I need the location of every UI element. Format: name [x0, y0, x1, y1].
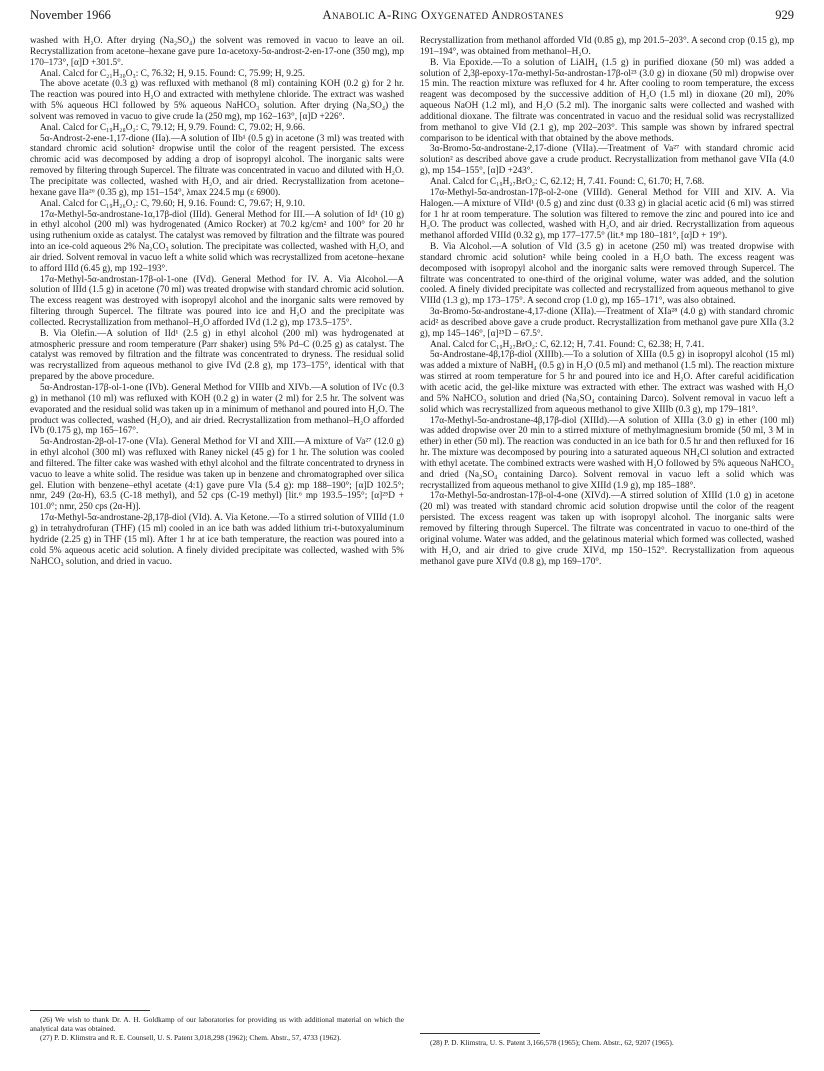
- paragraph: Recrystallization from methanol afforded VId (0.85 g), mp 201.5–203°. A second crop (0.15 g), mp 191–194°, was obtained from methanol–H₂O.: [420, 36, 794, 57]
- paragraph: The above acetate (0.3 g) was refluxed with methanol (8 ml) containing KOH (0.2 g) for 2 hr. The reaction was poured into H₂O and extracted with methylene chloride. The extract was washed with 5% aqueous HCl followed by 5% aqueous NaHCO₃ solution. After drying (Na₂SO₄) the solvent was removed in vacuo to give crude Ia (250 mg), mp 162–163°, [α]D +226°.: [30, 79, 404, 122]
- paragraph: 17α-Methyl-5α-androstan-17β-ol-2-one (VIIId). General Method for VIII and XIV. A. Via Halogen.—A mixture of VIId¹ (0.5 g) and zinc dust (0.33 g) in glacial acetic acid (6 ml) was stirred for 1 hr at room temperature. The solution was filtered to remove the zinc and poured into ice and H₂O. The product was collected, washed with H₂O, and air dried. Recrystallization from aqueous methanol afforded VIIId (0.32 g), mp 177–177.5° (lit.⁸ mp 180–181°, [α]D + 19°).: [420, 187, 794, 242]
- paragraph: 17α-Methyl-5α-androstane-1α,17β-diol (IIId). General Method for III.—A solution of Id¹ (10 g) in ethyl alcohol (200 ml) was hydrogenated (Amico Rocker) at 70.2 kg/cm² and 100° for 20 hr using ruthenium oxide as catalyst. The catalyst was removed by filtration and the filtrate was poured into an ice-cold aqueous 2% Na₂CO₃ solution. The precipitate was collected, washed with H₂O, and air dried. Solvent removal in vacuo left a white solid which was recrystallized from acetone–hexane to afford IIId (6.45 g), mp 192–193°.: [30, 209, 404, 274]
- footnote: (27) P. D. Klimstra and R. E. Counsell, U. S. Patent 3,018,298 (1962); Chem. Abstr., 57, 4733 (1962).: [40, 1033, 342, 1042]
- paragraph: Anal. Calcd for C₁₉H₂₆O₂: C, 79.60; H, 9.16. Found: C, 79.67; H, 9.10.: [40, 198, 305, 209]
- footnotes-right: [420, 1033, 794, 1047]
- paragraph: 17α-Methyl-5α-androstan-17β-ol-1-one (IVd). General Method for IV. A. Via Alcohol.—A solution of IIId (1.5 g) in acetone (70 ml) was treated dropwise with standard chromic acid solution. The excess reagent was destroyed with isopropyl alcohol and the inorganic salts were removed by filtering through Supercel. The filtrate was poured into ice and H₂O and the precipitate was collected. Recrystallization from methanol–H₂O afforded IVd (1.2 g), mp 173.5–175°.: [30, 274, 404, 328]
- paragraph: Anal. Calcd for C₂₁H₃₀O₃: C, 76.32; H, 9.15. Found: C, 75.99; H, 9.25.: [40, 68, 305, 79]
- paragraph: 3α-Bromo-5α-androstane-2,17-dione (VIIa).—Treatment of Va²⁷ with standard chromic acid solution² as described above gave a crude product. Recrystallization from methanol gave VIIa (4.0 g), mp 154–155°, [α]D +243°.: [420, 144, 794, 177]
- footnotes-left: [30, 1010, 404, 1042]
- paragraph: B. Via Epoxide.—To a solution of LiAlH₄ (1.5 g) in purified dioxane (50 ml) was added a solution of 2,3β-epoxy-17α-methyl-5α-androstan-17β-ol²³ (3.0 g) in dioxane (50 ml) dropwise over 15 min. The reaction mixture was refluxed for 4 hr. After cooling to room temperature, the excess reagent was decomposed by the successive addition of H₂O (1.5 ml) in dioxane (20 ml), 20% aqueous NaOH (1.2 ml), and H₂O (5.2 ml). The inorganic salts were collected and washed with additional dioxane. The filtrate was concentrated in vacuo and the residual solid was recrystallized from methanol to give VId (2.1 g), mp 202–203°. This sample was shown by infrared spectral comparison to be identical with that obtained by the above methods.: [420, 57, 794, 144]
- paragraph: 17α-Methyl-5α-androstan-17β-ol-4-one (XIVd).—A stirred solution of XIIId (1.0 g) in acetone (20 ml) was treated with standard chromic acid solution dropwise until the color of the reagent persisted. The excess reagent was taken up with isopropyl alcohol. The inorganic salts were removed by filtering through Supercel. The filtrate was concentrated in vacuo to one-third of the original volume. Water was added, and the gelatinous material which formed was collected, washed with H₂O, and air dried to give crude XIVd, mp 150–152°. Recrystallization from aqueous methanol gave pure XIVd (0.8 g), mp 169–170°.: [420, 491, 794, 567]
- paragraph: B. Via Alcohol.—A solution of VId (3.5 g) in acetone (250 ml) was treated dropwise with standard chromic acid solution² while being cooled in a H₂O bath. The excess reagent was decomposed with isopropyl alcohol and the inorganic salts were removed through Supercel. The filtrate was concentrated to one-third of the original volume, water was added, and the solution cooled. A finely divided precipitate was collected and recrystallized from aqueous methanol to give VIIId (1.3 g), mp 173–175°. A second crop (1.0 g), mp 165–171°, was also obtained.: [420, 242, 794, 307]
- paragraph: 5α-Androstan-2β-ol-17-one (VIa). General Method for VI and XIII.—A mixture of Va²⁷ (12.0 g) in ethyl alcohol (300 ml) was refluxed with Raney nickel (45 g) for 1 hr. The solution was cooled and filtered. The filter cake was washed with ethyl alcohol and the filtrate concentrated to dryness in vacuo to leave a white solid. The residue was taken up in benzene and chromatographed over silica gel. Elution with benzene–ethyl acetate (4:1) gave pure VIa (5.4 g): mp 188–190°; [α]D 102.5°; nmr, 249 (2α-H), 63.5 (C-18 methyl), and 52 cps (C-19 methyl) [lit.⁶ mp 193.5–195°; [α]²⁵D + 101.0°; nmr, 250 cps (2α-H)].: [30, 437, 404, 513]
- paragraph: B. Via Olefin.—A solution of IId¹ (2.5 g) in ethyl alcohol (200 ml) was hydrogenated at atmospheric pressure and room temperature (Parr shaker) using 5% Pd–C (0.25 g) as catalyst. The catalyst was removed by filtration and the filtrate was concentrated to dryness. The residual solid was recrystallized from aqueous methanol to give IVd (2.8 g), mp 173–175°, identical with that prepared by the above procedure.: [30, 328, 404, 383]
- header-title: Anabolic A-Ring Oxygenated Androstanes: [322, 8, 564, 22]
- footnote: (26) We wish to thank Dr. A. H. Goldkamp of our laboratories for providing us with additional material on which the analytical data was obtained.: [30, 1015, 404, 1033]
- left-column: [30, 36, 404, 567]
- paragraph: Anal. Calcd for C₁₉H₂₇BrO₂: C, 62.12; H, 7.41. Found: C, 62.38; H, 7.41.: [430, 339, 705, 350]
- footnote: (28) P. D. Klimstra, U. S. Patent 3,166,578 (1965); Chem. Abstr., 62, 9207 (1965).: [430, 1038, 674, 1047]
- page-number: 929: [775, 8, 794, 22]
- header-date: November 1966: [30, 8, 111, 22]
- running-header: [30, 8, 794, 26]
- right-column: [420, 36, 794, 567]
- paragraph: 17α-Methyl-5α-androstane-2β,17β-diol (VId). A. Via Ketone.—To a stirred solution of VIIId (1.0 g) in tetrahydrofuran (THF) (15 ml) cooled in an ice bath was added lithium tri-t-butoxyaluminum hydride (2.25 g) in THF (15 ml). After 1 hr at ice bath temperature, the reaction was poured into a cold 5% aqueous acetic acid solution. A finely divided precipitate was collected, washed with 5% NaHCO₃ solution, and dried in vacuo.: [30, 513, 404, 567]
- paragraph: Anal. Calcd for C₁₉H₂₈O₂: C, 79.12; H, 9.79. Found: C, 79.02; H, 9.66.: [40, 122, 305, 133]
- paragraph: Anal. Calcd for C₁₉H₂₇BrO₂: C, 62.12; H, 7.41. Found: C, 61.70; H, 7.68.: [430, 176, 705, 187]
- paragraph: washed with H₂O. After drying (Na₂SO₄) the solvent was removed in vacuo to leave an oil. Recrystallization from acetone–hexane gave pure 1α-acetoxy-5α-androst-2-en-17-one (350 mg), mp 170–173°, [α]D +301.5°.: [30, 36, 404, 68]
- paragraph: 5α-Androst-2-ene-1,17-dione (IIa).—A solution of IIb¹ (0.5 g) in acetone (3 ml) was treated with standard chromic acid solution² dropwise until the color of the reagent persisted. The excess chromic acid was decomposed by adding a drop of isopropyl alcohol. The inorganic salts were removed by filtering through Supercel. The filtrate was concentrated in vacuo and diluted with H₂O. The precipitate was collected, washed with H₂O, and air dried. Recrystallization from acetone–hexane gave IIa²⁶ (0.35 g), mp 151–154°, λmax 224.5 mμ (ε 6900).: [30, 133, 404, 198]
- paragraph: 17α-Methyl-5α-androstane-4β,17β-diol (XIIId).—A solution of XIIIa (3.0 g) in ether (100 ml) was added dropwise over 20 min to a stirred mixture of methylmagnesium bromide (50 ml, 3 M in ether) in ether (50 ml). The reaction was conducted in an ice bath for 0.5 hr and then refluxed for 16 hr. The mixture was decomposed by pouring into a saturated aqueous NH₄Cl solution and extracted with ethyl acetate. The combined extracts were washed with H₂O followed by 5% aqueous NaHCO₃ and dried (Na₂SO₄ containing Darco). Solvent removal in vacuo left a solid which was recrystallized from aqueous methanol to give XIIId (1.9 g), mp 185–188°.: [420, 415, 794, 491]
- paragraph: 5α-Androstane-4β,17β-diol (XIIIb).—To a solution of XIIIa (0.5 g) in isopropyl alcohol (15 ml) was added a mixture of NaBH₄ (0.5 g) in H₂O (0.5 ml) and methanol (1.5 ml). The reaction mixture was stirred at room temperature for 5 hr and poured into ice and H₂O. After careful acidification with acetic acid, the gel-like mixture was extracted with ether. The extract was washed with H₂O and 5% NaHCO₃ solution and dried (Na₂SO₄ containing Darco). Solvent removal in vacuo left a solid which was recrystallized from aqueous methanol to give XIIIb (0.3 g), mp 179–181°.: [420, 350, 794, 415]
- paragraph: 5α-Androstan-17β-ol-1-one (IVb). General Method for VIIIb and XIVb.—A solution of IVc (0.3 g) in methanol (10 ml) was refluxed with KOH (0.2 g) in water (2 ml) for 2.5 hr. The solvent was evaporated and the residual solid was taken up in a minimum of methanol and poured into H₂O. The product was collected, washed (H₂O), and air dried. Recrystallization from methanol–H₂O afforded IVb (0.175 g), mp 165–167°.: [30, 383, 404, 437]
- paragraph: 3α-Bromo-5α-androstane-4,17-dione (XIIa).—Treatment of XIa²⁸ (4.0 g) with standard chromic acid² as described above gave a crude product. Recrystallization from methanol gave pure XIIa (3.2 g), mp 145–146°, [α]²⁵D – 67.5°.: [420, 307, 794, 339]
- footnote-rule: [420, 1033, 540, 1034]
- footnote-rule: [30, 1010, 150, 1011]
